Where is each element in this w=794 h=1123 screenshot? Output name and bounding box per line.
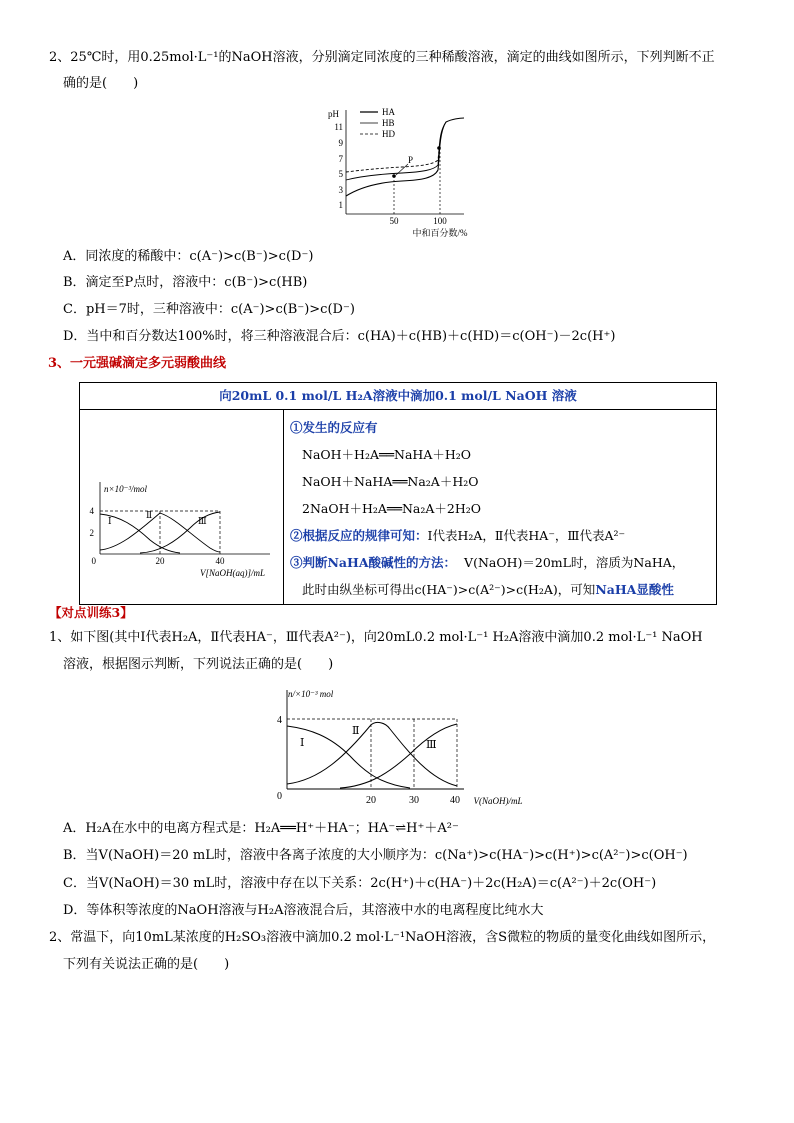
method-heading: ③判断NaHA酸碱性的方法： [290, 555, 457, 570]
ph-xtick: 50 [389, 216, 399, 226]
q2-option-a: A．同浓度的稀酸中：c(A⁻)>c(B⁻)>c(D⁻) [63, 249, 314, 264]
curve-ha [346, 118, 464, 196]
point-p-marker [392, 174, 396, 178]
ph-ytick: 7 [338, 154, 343, 164]
point-p-label: P [408, 155, 414, 165]
ph-ytick: 1 [338, 200, 343, 210]
reaction-heading: ①发生的反应有 [290, 420, 378, 435]
ph-xtick: 100 [433, 216, 447, 226]
training-q1-line2: 溶液，根据图示判断，下列说法正确的是( ) [63, 657, 334, 672]
legend-hb: HB [382, 118, 395, 128]
ph-titration-graph [322, 100, 472, 242]
ph-ytick: 3 [338, 185, 343, 195]
training-title: 【对点训练3】 [49, 605, 133, 620]
q2-option-d: D．当中和百分数达100%时，将三种溶液混合后：c(HA)＋c(HB)＋c(HD)＝c(OH⁻)－2c(H⁺) [63, 329, 616, 344]
training-option-a: A．H₂A在水中的电离方程式是：H₂A══H⁺＋HA⁻；HA⁻⇌H⁺＋A²⁻ [63, 821, 459, 836]
training-x-label: V(NaOH)/mL [473, 796, 523, 806]
curve-hb [346, 122, 446, 180]
legend-ha: HA [382, 107, 395, 117]
ph-ytick: 9 [338, 138, 343, 148]
training-curve-label: Ⅲ [426, 739, 437, 751]
training-xtick: 30 [409, 795, 419, 806]
training-xtick: 40 [450, 795, 460, 806]
training-q2-line1: 2、常温下，向10mL某浓度的H₂SO₃溶液中滴加0.2 mol·L⁻¹NaOH溶液，含S微粒的物质的量变化曲线如图所示， [49, 930, 716, 945]
q2-option-b: B．滴定至P点时，溶液中：c(B⁻)>c(HB) [63, 275, 308, 290]
h2a-ytick: 2 [89, 528, 94, 538]
ph-ytick: 5 [338, 169, 343, 179]
rule-text: Ⅰ代表H₂A，Ⅱ代表HA⁻，Ⅲ代表A²⁻ [427, 528, 626, 543]
h2a-y-label: n×10⁻³/mol [104, 484, 148, 494]
h2a-ytick: 4 [89, 506, 94, 516]
training-curve-label: Ⅰ [300, 737, 305, 749]
h2a-xtick: 0 [91, 556, 96, 566]
conclusion-text: 此时由纵坐标可得出c(HA⁻)>c(A²⁻)>c(H₂A)，可知 [302, 582, 596, 597]
training-ytick: 0 [277, 791, 282, 802]
h2a-curve-label: Ⅱ [146, 510, 153, 520]
h2a-curve-label: Ⅲ [198, 516, 207, 526]
h2a-curve-label: Ⅰ [108, 516, 112, 526]
method-text: V(NaOH)＝20mL时，溶质为NaHA， [464, 555, 685, 570]
training-curve-i [287, 726, 410, 788]
training-option-b: B．当V(NaOH)＝20 mL时，溶液中各离子浓度的大小顺序为：c(Na⁺)>c(HA⁻)>c(H⁺)>c(A²⁻)>c(OH⁻) [63, 848, 688, 863]
q2-line1: 2、25℃时，用0.25mol·L⁻¹的NaOH溶液，分别滴定同浓度的三种稀酸溶液，滴定的曲线如图所示，下列判断不正 [49, 50, 715, 65]
h2a-xtick: 20 [155, 556, 165, 566]
legend-hd: HD [382, 129, 395, 139]
ph-x-label: 中和百分数/% [412, 228, 468, 238]
h2a-species-graph [80, 410, 283, 600]
section-3-title: 3、一元强碱滴定多元弱酸曲线 [48, 356, 227, 371]
ph-y-label: pH [328, 109, 339, 119]
summary-table [79, 382, 717, 605]
ph-ytick: 11 [334, 122, 343, 132]
training-species-graph [270, 684, 570, 810]
training-q1-line1: 1、如下图(其中Ⅰ代表H₂A，Ⅱ代表HA⁻，Ⅲ代表A²⁻)，向20mL0.2 mol·L⁻¹ H₂A溶液中滴加0.2 mol·L⁻¹ NaOH [49, 630, 703, 645]
equation-3: 2NaOH＋H₂A══Na₂A＋2H₂O [302, 501, 482, 516]
equation-2: NaOH＋NaHA══Na₂A＋H₂O [302, 474, 479, 489]
curve-hd [346, 150, 439, 172]
training-q2-line2: 下列有关说法正确的是( ) [63, 957, 230, 972]
training-curve-label: Ⅱ [352, 725, 360, 737]
training-option-d: D．等体积等浓度的NaOH溶液与H₂A溶液混合后，其溶液中水的电离程度比纯水大 [63, 903, 544, 918]
conclusion-result: NaHA显酸性 [595, 582, 674, 597]
training-ytick: 4 [277, 715, 282, 726]
h2a-x-label: V[NaOH(aq)]/mL [200, 568, 266, 578]
h2a-xtick: 40 [215, 556, 225, 566]
q2-option-c: C．pH＝7时，三种溶液中：c(A⁻)>c(B⁻)>c(D⁻) [63, 302, 355, 317]
training-y-label: n/×10⁻³ mol [288, 689, 334, 699]
training-xtick: 20 [366, 795, 376, 806]
summary-table-header: 向20mL 0.1 mol/L H₂A溶液中滴加0.1 mol/L NaOH 溶液 [80, 383, 717, 410]
equation-1: NaOH＋H₂A══NaHA＋H₂O [302, 447, 472, 462]
rule-heading: ②根据反应的规律可知： [290, 528, 428, 543]
q2-line2: 确的是( ) [63, 76, 139, 91]
training-option-c: C．当V(NaOH)＝30 mL时，溶液中存在以下关系：2c(H⁺)＋c(HA⁻)＋2c(H₂A)＝c(A²⁻)＋2c(OH⁻) [63, 876, 657, 891]
